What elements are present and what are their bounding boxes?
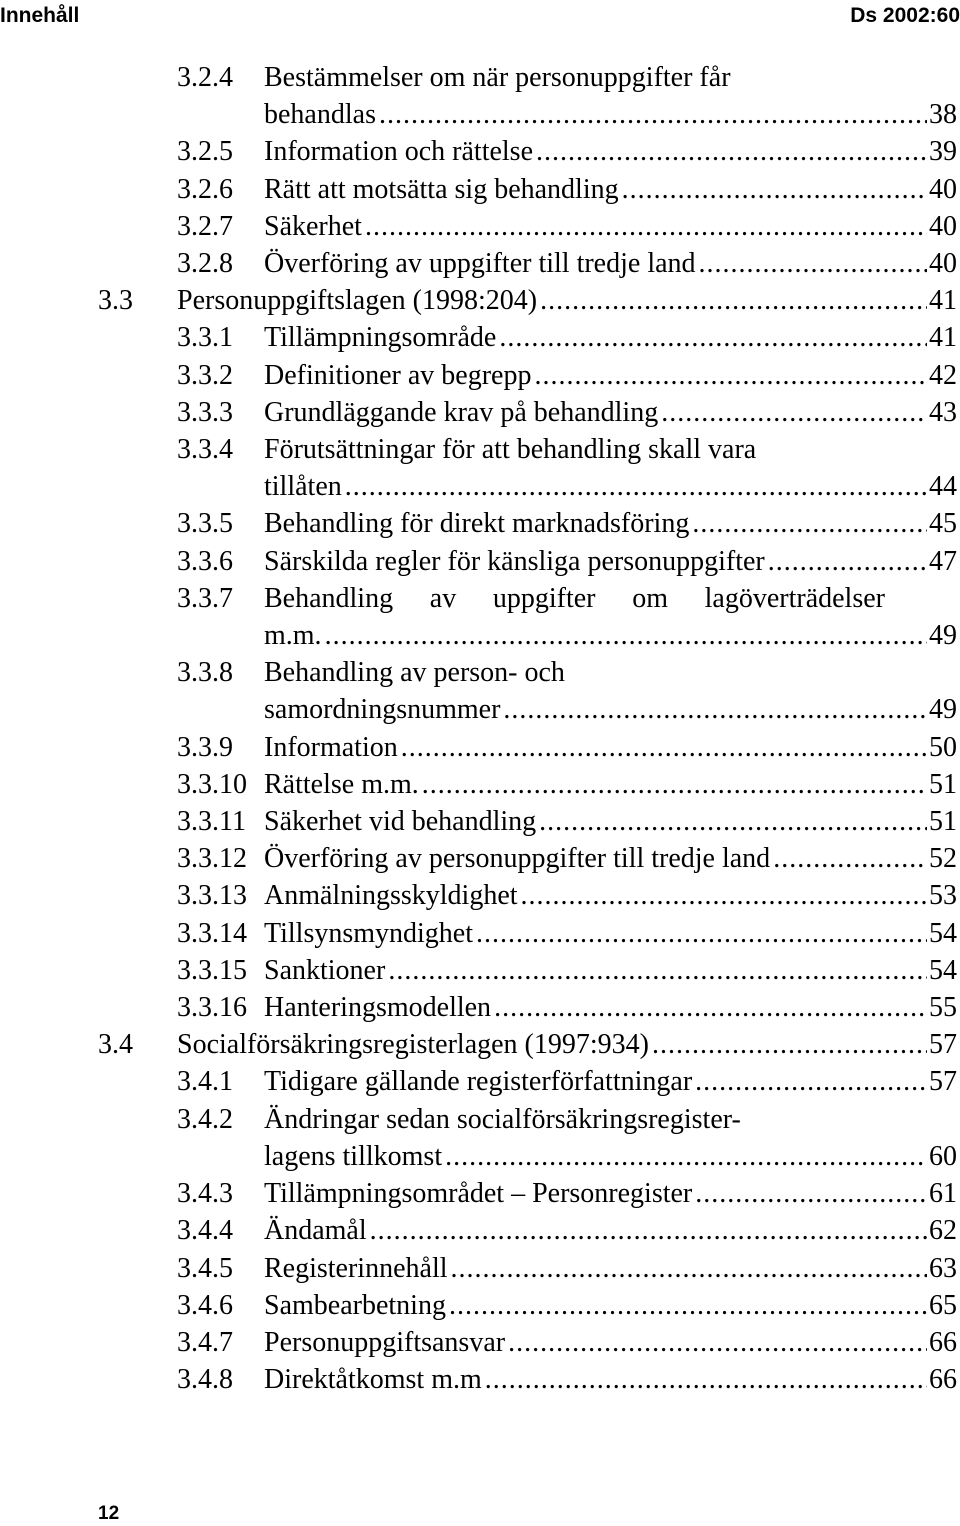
toc-entry-number: 3.2.4 bbox=[177, 62, 233, 93]
toc-entry-title: Tillämpningsområdet – Personregister bbox=[264, 1178, 693, 1210]
toc-page-number: 53 bbox=[929, 880, 957, 912]
toc-page-number: 40 bbox=[929, 173, 957, 205]
toc-entry[interactable] bbox=[0, 1063, 960, 1100]
toc-entry[interactable] bbox=[0, 1026, 960, 1063]
toc-page-number: 41 bbox=[929, 285, 957, 317]
toc-page-number: 50 bbox=[929, 731, 957, 763]
toc-page-number: 63 bbox=[929, 1252, 957, 1284]
toc-page-number: 51 bbox=[929, 806, 957, 838]
toc-entry[interactable] bbox=[0, 989, 960, 1026]
toc-entry-title: tillåten bbox=[264, 471, 342, 503]
toc-entry-title: Ändamål bbox=[264, 1215, 367, 1247]
toc-dot-leader bbox=[485, 1361, 927, 1398]
toc-entry[interactable] bbox=[0, 840, 960, 877]
toc-entry-number: 3.4.2 bbox=[177, 1103, 233, 1135]
toc-entry[interactable] bbox=[0, 133, 960, 170]
toc-page-number: 38 bbox=[929, 99, 957, 131]
toc-entry-number: 3.2.7 bbox=[177, 210, 233, 242]
header-document-id: Ds 2002:60 bbox=[850, 4, 960, 27]
toc-page-number: 40 bbox=[929, 248, 957, 280]
toc-entry-title: Information och rättelse bbox=[264, 136, 534, 168]
toc-entry-title: Definitioner av begrepp bbox=[264, 359, 532, 391]
toc-dot-leader bbox=[652, 1026, 927, 1063]
toc-page-number: 41 bbox=[929, 322, 957, 354]
toc-dot-leader bbox=[539, 803, 927, 840]
toc-entry-title: Bestämmelser om när personuppgifter får bbox=[264, 62, 731, 93]
toc-entry[interactable] bbox=[0, 654, 960, 728]
toc-entry-number: 3.4.8 bbox=[177, 1364, 233, 1396]
toc-entry-title: Överföring av personuppgifter till tredje land bbox=[264, 843, 771, 875]
toc-entry[interactable] bbox=[0, 394, 960, 431]
toc-page-number: 65 bbox=[929, 1289, 957, 1321]
toc-dot-leader bbox=[401, 729, 927, 766]
toc-entry-number: 3.3.5 bbox=[177, 508, 233, 540]
toc-entry-title: Direktåtkomst m.m bbox=[264, 1364, 482, 1396]
toc-entry-title: Säkerhet bbox=[264, 210, 362, 242]
toc-dot-leader bbox=[503, 691, 927, 728]
toc-dot-leader bbox=[379, 96, 927, 133]
toc-entry[interactable] bbox=[0, 319, 960, 356]
toc-page-number: 54 bbox=[929, 917, 957, 949]
toc-entry-title: samordningsnummer bbox=[264, 694, 501, 726]
toc-page-number: 44 bbox=[929, 471, 957, 503]
toc-entry-title: Sambearbetning bbox=[264, 1289, 446, 1321]
toc-page-number: 40 bbox=[929, 210, 957, 242]
toc-entry-title: Rättelse m.m. bbox=[264, 768, 419, 800]
toc-entry-number: 3.3.13 bbox=[177, 880, 247, 912]
toc-entry-title: Förutsättningar för att behandling skall vara bbox=[264, 434, 757, 466]
toc-entry-number: 3.3.14 bbox=[177, 917, 247, 949]
toc-entry-title: Behandling av person- och bbox=[264, 657, 565, 689]
toc-page-number: 57 bbox=[929, 1066, 957, 1098]
toc-entry[interactable] bbox=[0, 1212, 960, 1249]
toc-dot-leader bbox=[661, 394, 927, 431]
toc-entry[interactable] bbox=[0, 1101, 960, 1175]
toc-entry[interactable] bbox=[0, 580, 960, 654]
toc-page-number: 49 bbox=[929, 620, 957, 652]
toc-entry-number: 3.3.1 bbox=[177, 322, 233, 354]
toc-entry-number: 3.3 bbox=[98, 285, 133, 317]
toc-dot-leader bbox=[325, 617, 927, 654]
toc-entry-title: Grundläggande krav på behandling bbox=[264, 396, 659, 428]
toc-dot-leader bbox=[534, 357, 927, 394]
toc-dot-leader bbox=[449, 1287, 927, 1324]
toc-dot-leader bbox=[508, 1324, 927, 1361]
toc-page-number: 42 bbox=[929, 359, 957, 391]
toc-entry-title: Säkerhet vid behandling bbox=[264, 806, 537, 838]
toc-entry[interactable] bbox=[0, 171, 960, 208]
toc-entry-number: 3.3.6 bbox=[177, 545, 233, 577]
toc-entry[interactable] bbox=[0, 282, 960, 319]
toc-entry-title: Särskilda regler för känsliga personuppgifter bbox=[264, 545, 765, 577]
toc-page-number: 45 bbox=[929, 508, 957, 540]
header-section-title: Innehåll bbox=[0, 4, 80, 27]
table-of-contents bbox=[0, 59, 960, 1398]
toc-entry-number: 3.4.5 bbox=[177, 1252, 233, 1284]
toc-entry-title: Överföring av uppgifter till tredje land bbox=[264, 248, 696, 280]
toc-entry[interactable] bbox=[0, 245, 960, 282]
toc-entry-number: 3.4.6 bbox=[177, 1289, 233, 1321]
toc-dot-leader bbox=[768, 543, 927, 580]
toc-dot-leader bbox=[365, 208, 927, 245]
toc-entry-number: 3.2.8 bbox=[177, 248, 233, 280]
toc-entry[interactable] bbox=[0, 543, 960, 580]
toc-dot-leader bbox=[370, 1212, 927, 1249]
toc-entry-number: 3.3.9 bbox=[177, 731, 233, 763]
toc-entry-number: 3.3.2 bbox=[177, 359, 233, 391]
toc-dot-leader bbox=[345, 468, 927, 505]
toc-entry-title: Hanteringsmodellen bbox=[264, 992, 492, 1024]
toc-entry-number: 3.3.16 bbox=[177, 992, 247, 1024]
toc-entry[interactable] bbox=[0, 877, 960, 914]
toc-entry-title-word: av bbox=[429, 582, 457, 614]
toc-page-number: 43 bbox=[929, 396, 957, 428]
toc-entry-number: 3.3.8 bbox=[177, 657, 233, 689]
toc-entry-title: Personuppgiftslagen (1998:204) bbox=[177, 285, 538, 317]
toc-entry-number: 3.3.15 bbox=[177, 954, 247, 986]
toc-dot-leader bbox=[699, 245, 927, 282]
toc-page-number: 39 bbox=[929, 136, 957, 168]
toc-dot-leader bbox=[536, 133, 927, 170]
toc-entry[interactable] bbox=[0, 59, 960, 133]
toc-entry-title: Tillämpningsområde bbox=[264, 322, 497, 354]
toc-entry[interactable] bbox=[0, 1361, 960, 1398]
toc-entry-number: 3.4 bbox=[98, 1029, 133, 1061]
toc-page-number: 51 bbox=[929, 768, 957, 800]
toc-entry-title: Rätt att motsätta sig behandling bbox=[264, 173, 619, 205]
toc-entry-number: 3.4.1 bbox=[177, 1066, 233, 1098]
toc-entry-title: behandlas bbox=[264, 99, 376, 131]
toc-entry[interactable] bbox=[0, 431, 960, 505]
toc-entry-number: 3.3.12 bbox=[177, 843, 247, 875]
toc-entry-title: Information bbox=[264, 731, 398, 763]
toc-entry-title: Sanktioner bbox=[264, 954, 386, 986]
toc-dot-leader bbox=[622, 171, 927, 208]
toc-dot-leader bbox=[540, 282, 927, 319]
toc-entry-title-word: Behandling bbox=[264, 582, 394, 614]
toc-entry[interactable] bbox=[0, 208, 960, 245]
toc-entry-title: Tidigare gällande registerförfattningar bbox=[264, 1066, 693, 1098]
toc-entry-number: 3.2.5 bbox=[177, 136, 233, 168]
toc-dot-leader bbox=[451, 1250, 927, 1287]
toc-dot-leader bbox=[695, 1175, 927, 1212]
toc-entry-title: Socialförsäkringsregisterlagen (1997:934) bbox=[177, 1029, 649, 1061]
toc-page-number: 66 bbox=[929, 1364, 957, 1396]
toc-entry[interactable] bbox=[0, 1175, 960, 1212]
toc-dot-leader bbox=[521, 877, 927, 914]
toc-dot-leader bbox=[773, 840, 927, 877]
toc-entry-number: 3.4.4 bbox=[177, 1215, 233, 1247]
toc-entry-title: Personuppgiftsansvar bbox=[264, 1326, 506, 1358]
toc-entry-title: Behandling för direkt marknadsföring bbox=[264, 508, 690, 540]
toc-page-number: 66 bbox=[929, 1326, 957, 1358]
toc-entry[interactable] bbox=[0, 1324, 960, 1361]
toc-dot-leader bbox=[445, 1138, 927, 1175]
toc-entry-title: Tillsynsmyndighet bbox=[264, 917, 474, 949]
toc-dot-leader bbox=[695, 1063, 927, 1100]
toc-entry-title-word: lagöverträdelser bbox=[704, 582, 885, 614]
toc-page-number: 57 bbox=[929, 1029, 957, 1061]
toc-entry[interactable] bbox=[0, 766, 960, 803]
toc-entry-number: 3.3.10 bbox=[177, 768, 247, 800]
toc-entry[interactable] bbox=[0, 1287, 960, 1324]
toc-entry-number: 3.3.4 bbox=[177, 434, 233, 466]
toc-entry[interactable] bbox=[0, 1250, 960, 1287]
toc-entry-number: 3.3.7 bbox=[177, 582, 233, 614]
toc-entry-number: 3.4.3 bbox=[177, 1178, 233, 1210]
toc-entry-title: Anmälningsskyldighet bbox=[264, 880, 518, 912]
toc-entry-title: Ändringar sedan socialförsäkringsregister- bbox=[264, 1103, 741, 1135]
toc-entry[interactable] bbox=[0, 803, 960, 840]
toc-entry-title bbox=[264, 580, 885, 617]
toc-dot-leader bbox=[476, 915, 927, 952]
toc-dot-leader bbox=[692, 505, 927, 542]
toc-entry[interactable] bbox=[0, 952, 960, 989]
toc-entry-title-word: om bbox=[632, 582, 668, 614]
toc-page-number: 52 bbox=[929, 843, 957, 875]
toc-page-number: 62 bbox=[929, 1215, 957, 1247]
toc-entry-number: 3.3.11 bbox=[177, 806, 246, 838]
toc-page-number: 47 bbox=[929, 545, 957, 577]
toc-entry[interactable] bbox=[0, 357, 960, 394]
toc-entry-title: m.m. bbox=[264, 620, 322, 652]
toc-page-number: 55 bbox=[929, 992, 957, 1024]
toc-entry[interactable] bbox=[0, 729, 960, 766]
toc-page-number: 54 bbox=[929, 954, 957, 986]
toc-entry-title: lagens tillkomst bbox=[264, 1140, 443, 1172]
toc-dot-leader bbox=[494, 989, 927, 1026]
toc-dot-leader bbox=[499, 319, 927, 356]
toc-entry-title: Registerinnehåll bbox=[264, 1252, 448, 1284]
toc-page-number: 49 bbox=[929, 694, 957, 726]
toc-entry-number: 3.2.6 bbox=[177, 173, 233, 205]
toc-entry-number: 3.3.3 bbox=[177, 396, 233, 428]
toc-entry-number: 3.4.7 bbox=[177, 1326, 233, 1358]
toc-entry[interactable] bbox=[0, 915, 960, 952]
toc-page-number: 61 bbox=[929, 1178, 957, 1210]
toc-dot-leader bbox=[422, 766, 927, 803]
toc-entry-title-word: uppgifter bbox=[492, 582, 596, 614]
toc-page-number: 60 bbox=[929, 1140, 957, 1172]
page-number: 12 bbox=[98, 1503, 120, 1524]
toc-dot-leader bbox=[388, 952, 927, 989]
toc-entry[interactable] bbox=[0, 505, 960, 542]
